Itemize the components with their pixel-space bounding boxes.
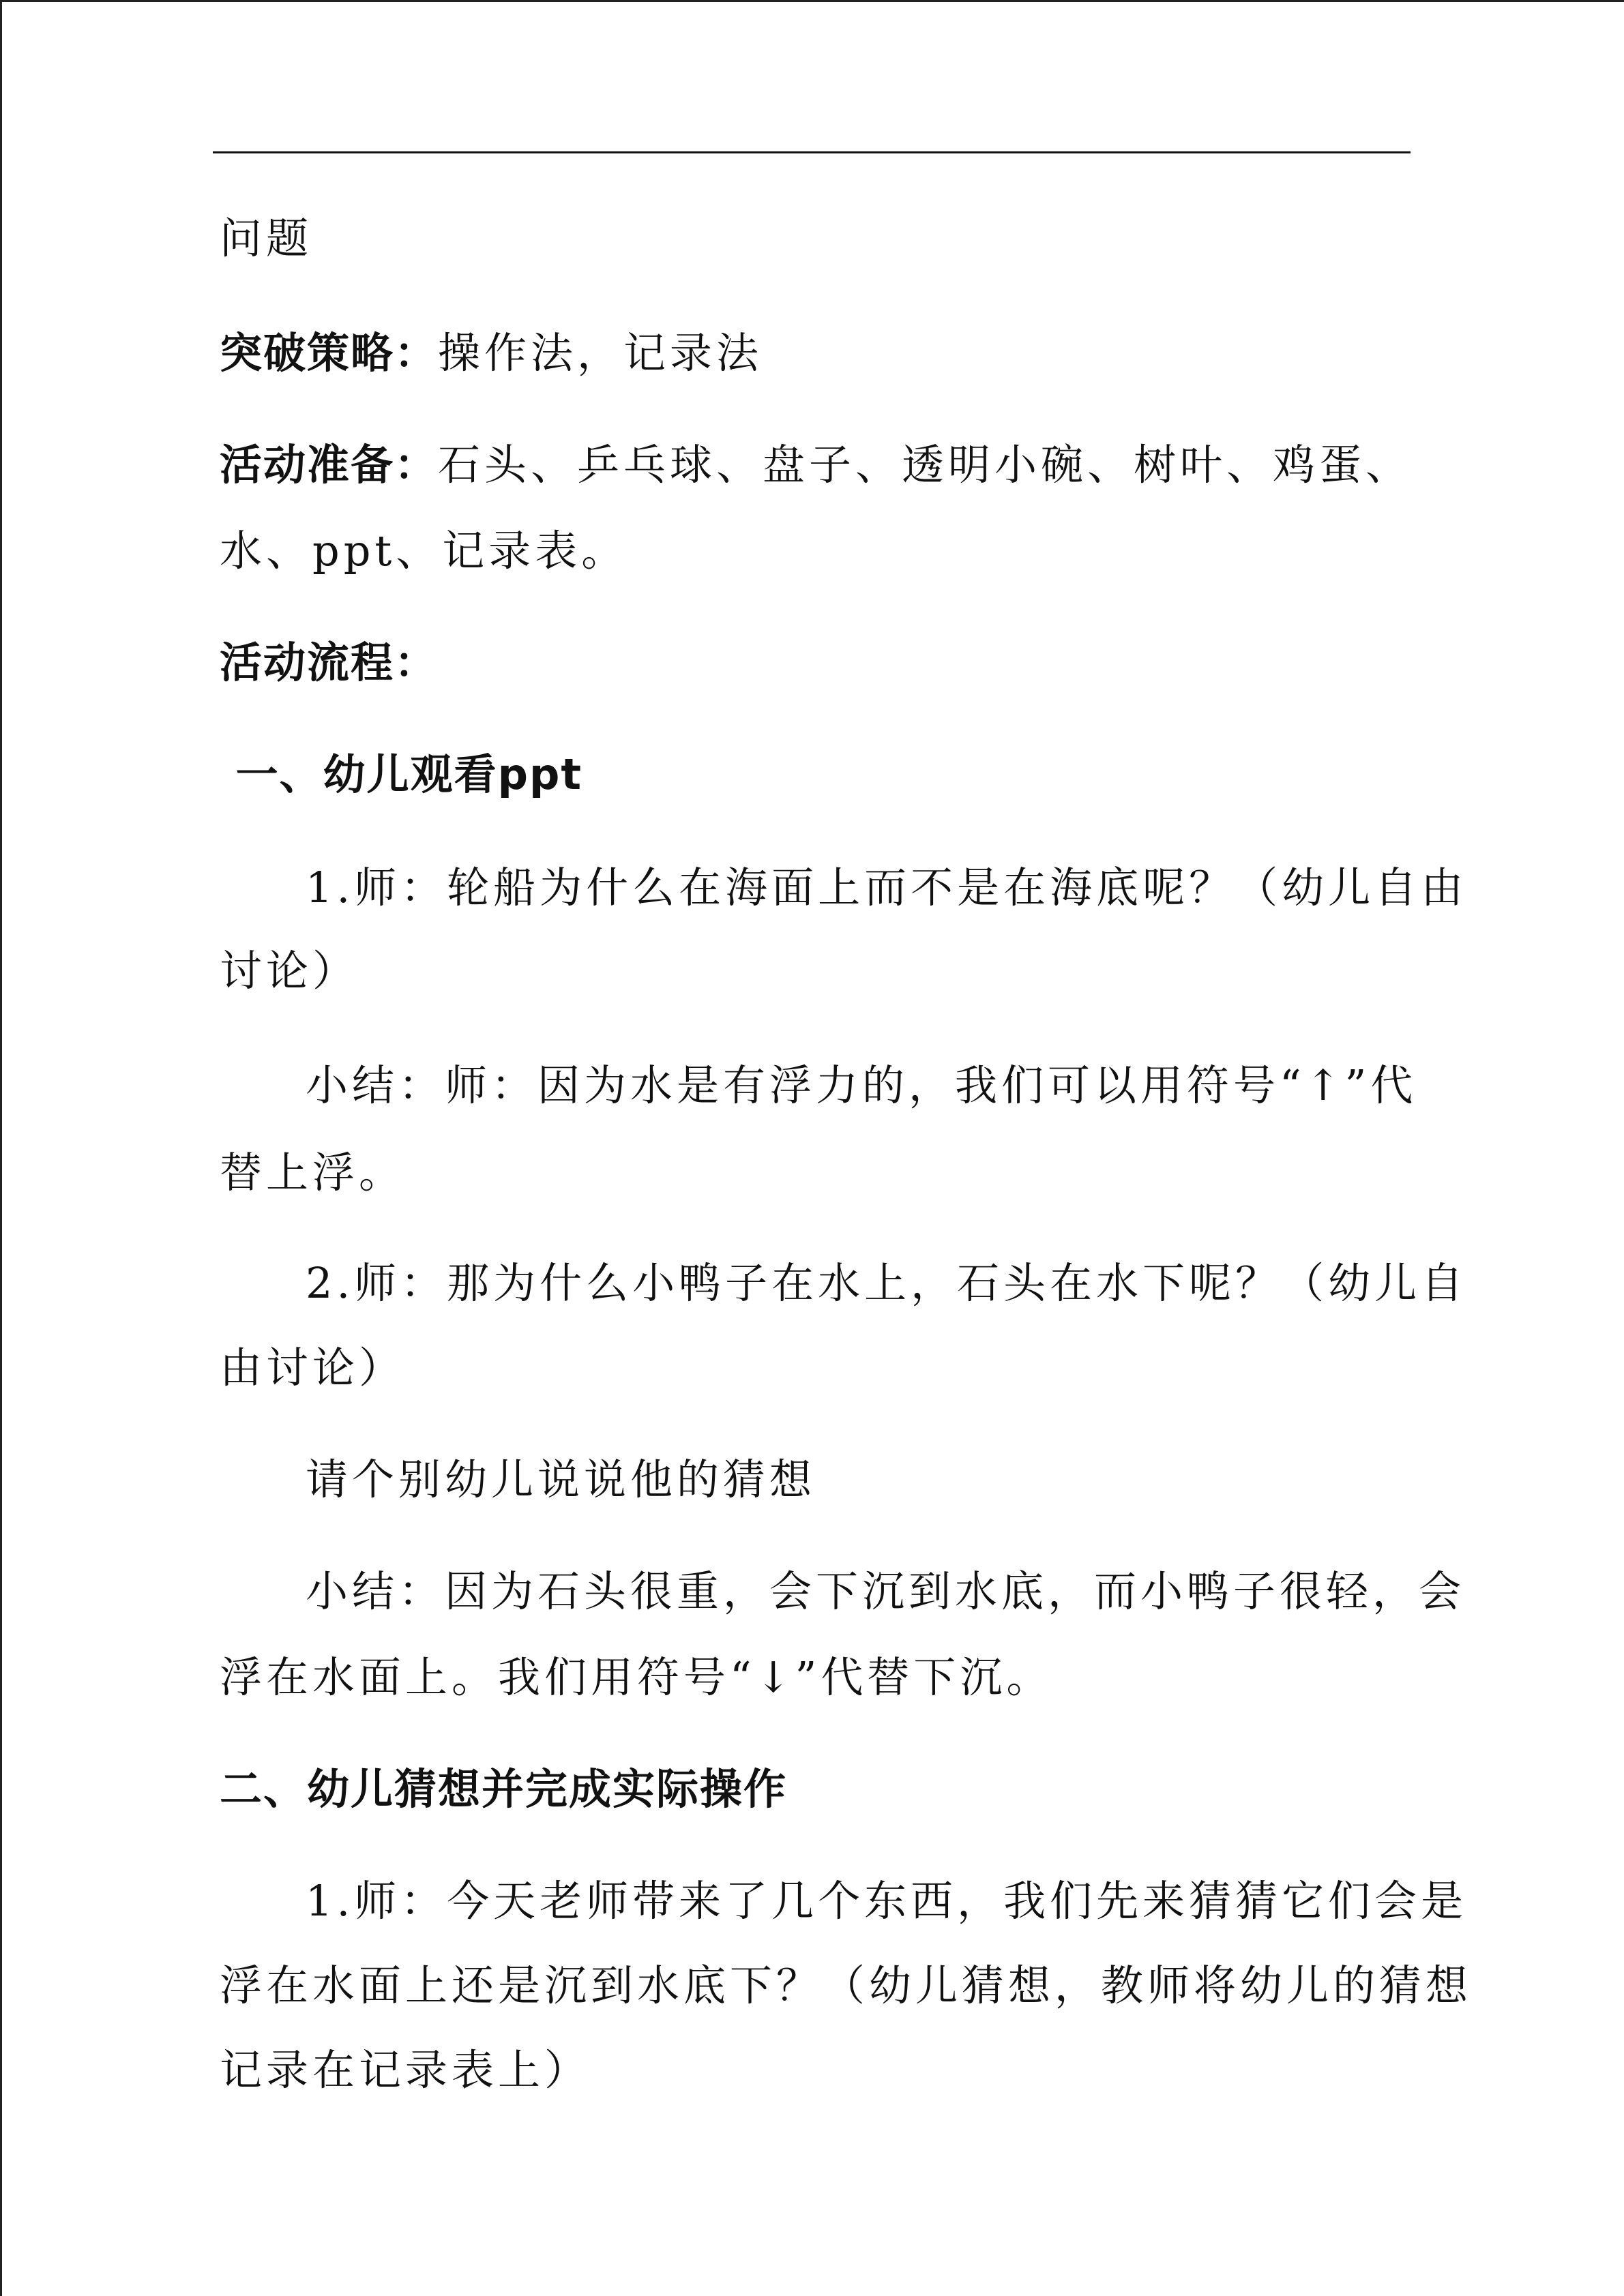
continuation-line: 问题 — [220, 213, 313, 263]
strategy-paragraph — [220, 326, 763, 381]
preparation-label: 活动准备： — [220, 440, 439, 490]
section-1-summary-2-line-1: 小结：因为石头很重，会下沉到水底，而小鸭子很轻，会 — [306, 1566, 1466, 1616]
preparation-line-2: 水、ppt、记录表。 — [220, 526, 628, 576]
section-1-question-1-line-2: 讨论） — [220, 946, 359, 996]
section-1-summary-1-line-2: 替上浮。 — [220, 1148, 406, 1197]
section-1-guess-line: 请个别幼儿说说他的猜想 — [306, 1455, 816, 1504]
section-2-question-1-line-1: 1.师：今天老师带来了几个东西，我们先来猜猜它们会是 — [306, 1876, 1468, 1926]
section-2-heading: 二、幼儿猜想并完成实际操作 — [220, 1764, 788, 1814]
section-1-heading: 一、幼儿观看ppt — [220, 749, 582, 799]
section-1-summary-2-line-2: 浮在水面上。我们用符号“↓”代替下沉。 — [220, 1652, 1053, 1702]
section-1-question-2-line-2: 由讨论） — [220, 1343, 406, 1392]
section-1-question-2-line-1: 2.师：那为什么小鸭子在水上，石头在水下呢？（幼儿自 — [306, 1258, 1468, 1308]
section-1-summary-1-line-1: 小结：师：因为水是有浮力的，我们可以用符号“↑”代 — [306, 1060, 1417, 1110]
preparation-paragraph — [220, 438, 1412, 492]
section-1-question-1-line-1: 1.师：轮船为什么在海面上而不是在海底呢？（幼儿自由 — [306, 863, 1468, 912]
strategy-text: 操作法，记录法 — [438, 328, 763, 378]
preparation-line-1: 石头、乒乓球、盘子、透明小碗、树叶、鸡蛋、 — [438, 440, 1413, 490]
header-rule — [213, 151, 1411, 153]
section-2-question-1-line-3: 记录在记录表上） — [220, 2045, 591, 2095]
page-left-border — [0, 0, 2, 2296]
process-label: 活动流程： — [220, 638, 439, 687]
page-top-border — [0, 0, 1624, 2]
strategy-label: 突破策略： — [220, 328, 439, 378]
section-2-question-1-line-2: 浮在水面上还是沉到水底下？（幼儿猜想，教师将幼儿的猜想 — [220, 1960, 1473, 2010]
